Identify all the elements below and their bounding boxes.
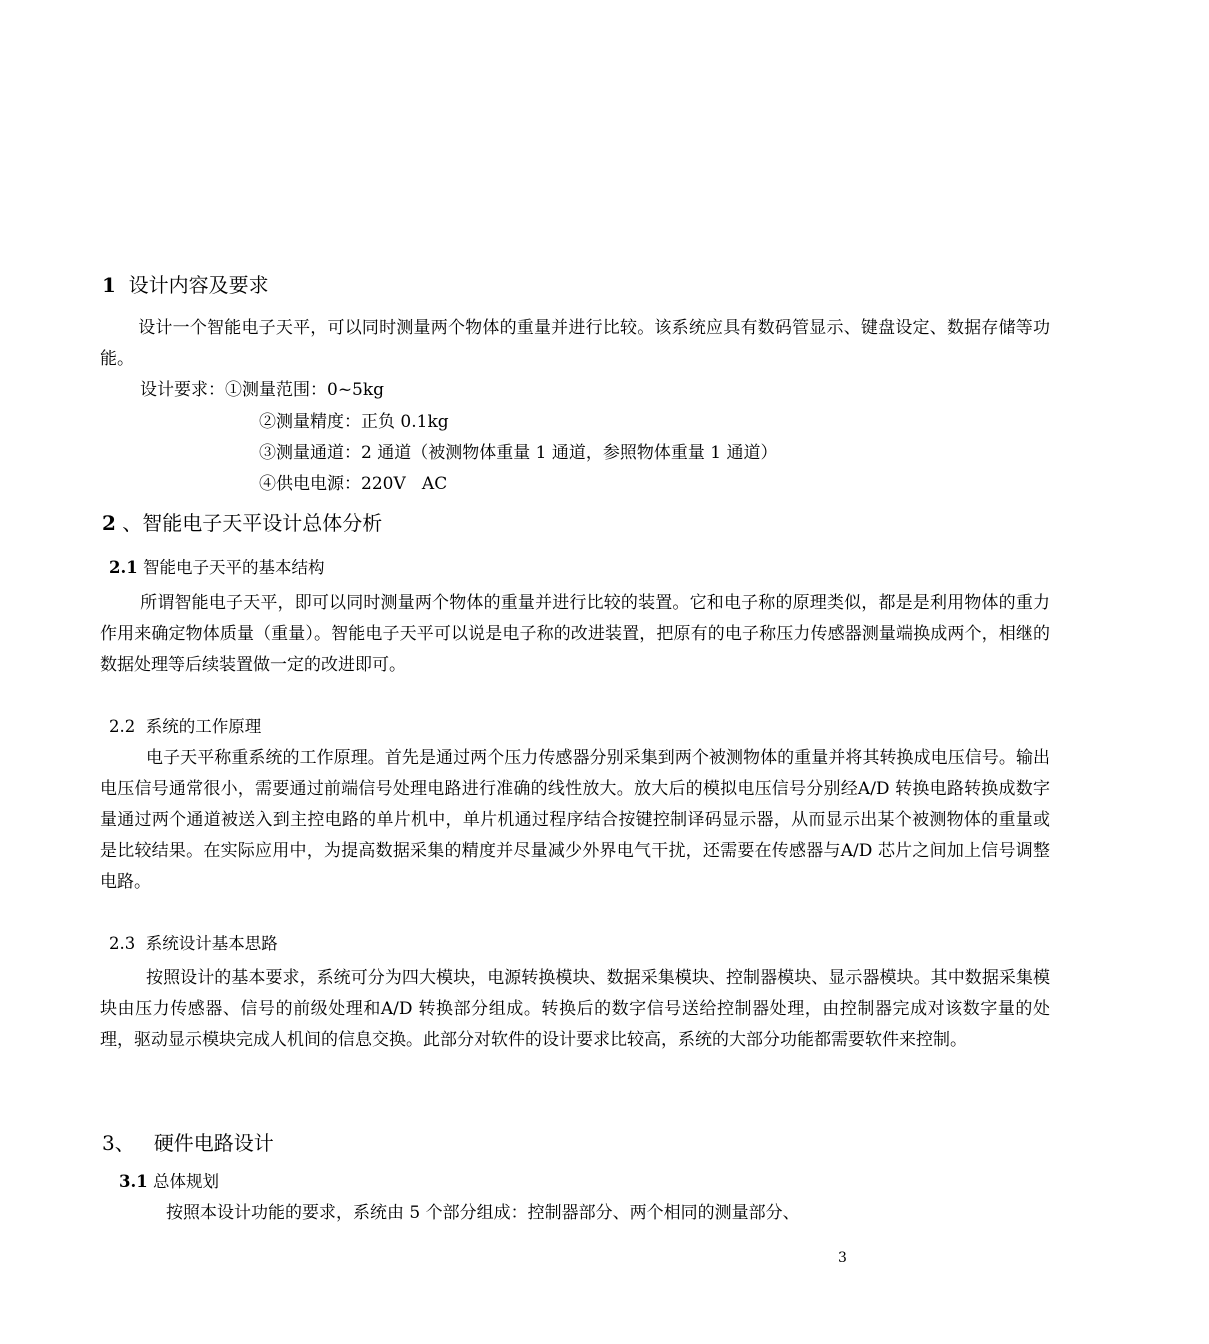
paragraph-2-3: 按照设计的基本要求，系统可分为四大模块，电源转换模块、数据采集模块、控制器模块、显示器模块。其中数据采集模块由压力传感器、信号的前级处理和A/D 转换部分组成。转换后的数字信号送给控制器处理，由控制器完成对该数字量的处理，驱动显示模块完成人机间的信息交换。此部分对软件的设计要求比较高，系统的大部分功能都需要软件来控制。	[100, 968, 1050, 1050]
requirement-label: 设计要求：	[140, 380, 225, 400]
section-number: 2.3	[109, 934, 136, 953]
section-title: 硬件电路设计	[153, 1131, 274, 1155]
paragraph-2-1: 所谓智能电子天平，即可以同时测量两个物体的重量并进行比较的装置。它和电子称的原理类似，都是是利用物体的重力作用来确定物体质量（重量）。智能电子天平可以说是电子称的改进装置，把原有的电子称压力传感器测量端换成两个，相继的数据处理等后续装置做一定的改进即可。	[100, 593, 1050, 675]
section-3-1-heading	[0, 1168, 1069, 1196]
requirement-line-2	[0, 407, 1209, 438]
section-number: 2.1	[109, 558, 138, 577]
section-2-3-heading	[0, 930, 1059, 958]
section-title: 设计内容及要求	[128, 273, 269, 297]
page-number: 3	[838, 1250, 847, 1266]
requirement-item: ③测量通道：2 通道（被测物体重量 1 通道，参照物体重量 1 通道）	[259, 443, 778, 463]
section-title: 智能电子天平的基本结构	[142, 558, 325, 577]
requirement-item: ①测量范围：0~5kg	[225, 380, 385, 400]
requirement-line-4	[0, 469, 1209, 500]
section-1-heading	[0, 270, 1052, 300]
paragraph-2-2: 电子天平称重系统的工作原理。首先是通过两个压力传感器分别采集到两个被测物体的重量并将其转换成电压信号。输出电压信号通常很小，需要通过前端信号处理电路进行准确的线性放大。放大后的模拟电压信号分别经A/D 转换电路转换成数字量通过两个通道被送入到主控电路的单片机中，单片机通过程序结合按键控制译码显示器，从而显示出某个被测物体的重量或是比较结果。在实际应用中，为提高数据采集的精度并尽量减少外界电气干扰，还需要在传感器与A/D 芯片之间加上信号调整电路。	[100, 748, 1050, 892]
section-number: 1	[102, 273, 116, 297]
paragraph-intro: 设计一个智能电子天平，可以同时测量两个物体的重量并进行比较。该系统应具有数码管显示、键盘设定、数据存储等功能。	[100, 318, 1050, 369]
section-title: 总体规划	[152, 1172, 219, 1191]
section-number: 2	[102, 511, 116, 535]
paragraph-3-1: 按照本设计功能的要求，系统由 5 个部分组成：控制器部分、两个相同的测量部分、	[166, 1203, 800, 1223]
section-2-1-heading	[0, 554, 1059, 582]
requirement-line-3	[0, 438, 1209, 469]
requirement-item: ④供电电源：220V AC	[259, 474, 448, 494]
section-2-2-heading	[0, 713, 1059, 741]
section-number: 2.2	[109, 717, 136, 736]
section-2-heading	[0, 508, 1052, 538]
section-title: 、智能电子天平设计总体分析	[122, 511, 383, 535]
requirement-item: ②测量精度：正负 0.1kg	[259, 412, 449, 432]
section-number: 3.1	[119, 1172, 148, 1191]
section-title: 系统设计基本思路	[145, 934, 278, 953]
section-title: 系统的工作原理	[145, 717, 262, 736]
section-3-heading	[0, 1128, 1052, 1158]
requirement-line-1	[0, 375, 1090, 406]
section-number: 3、	[102, 1131, 135, 1155]
